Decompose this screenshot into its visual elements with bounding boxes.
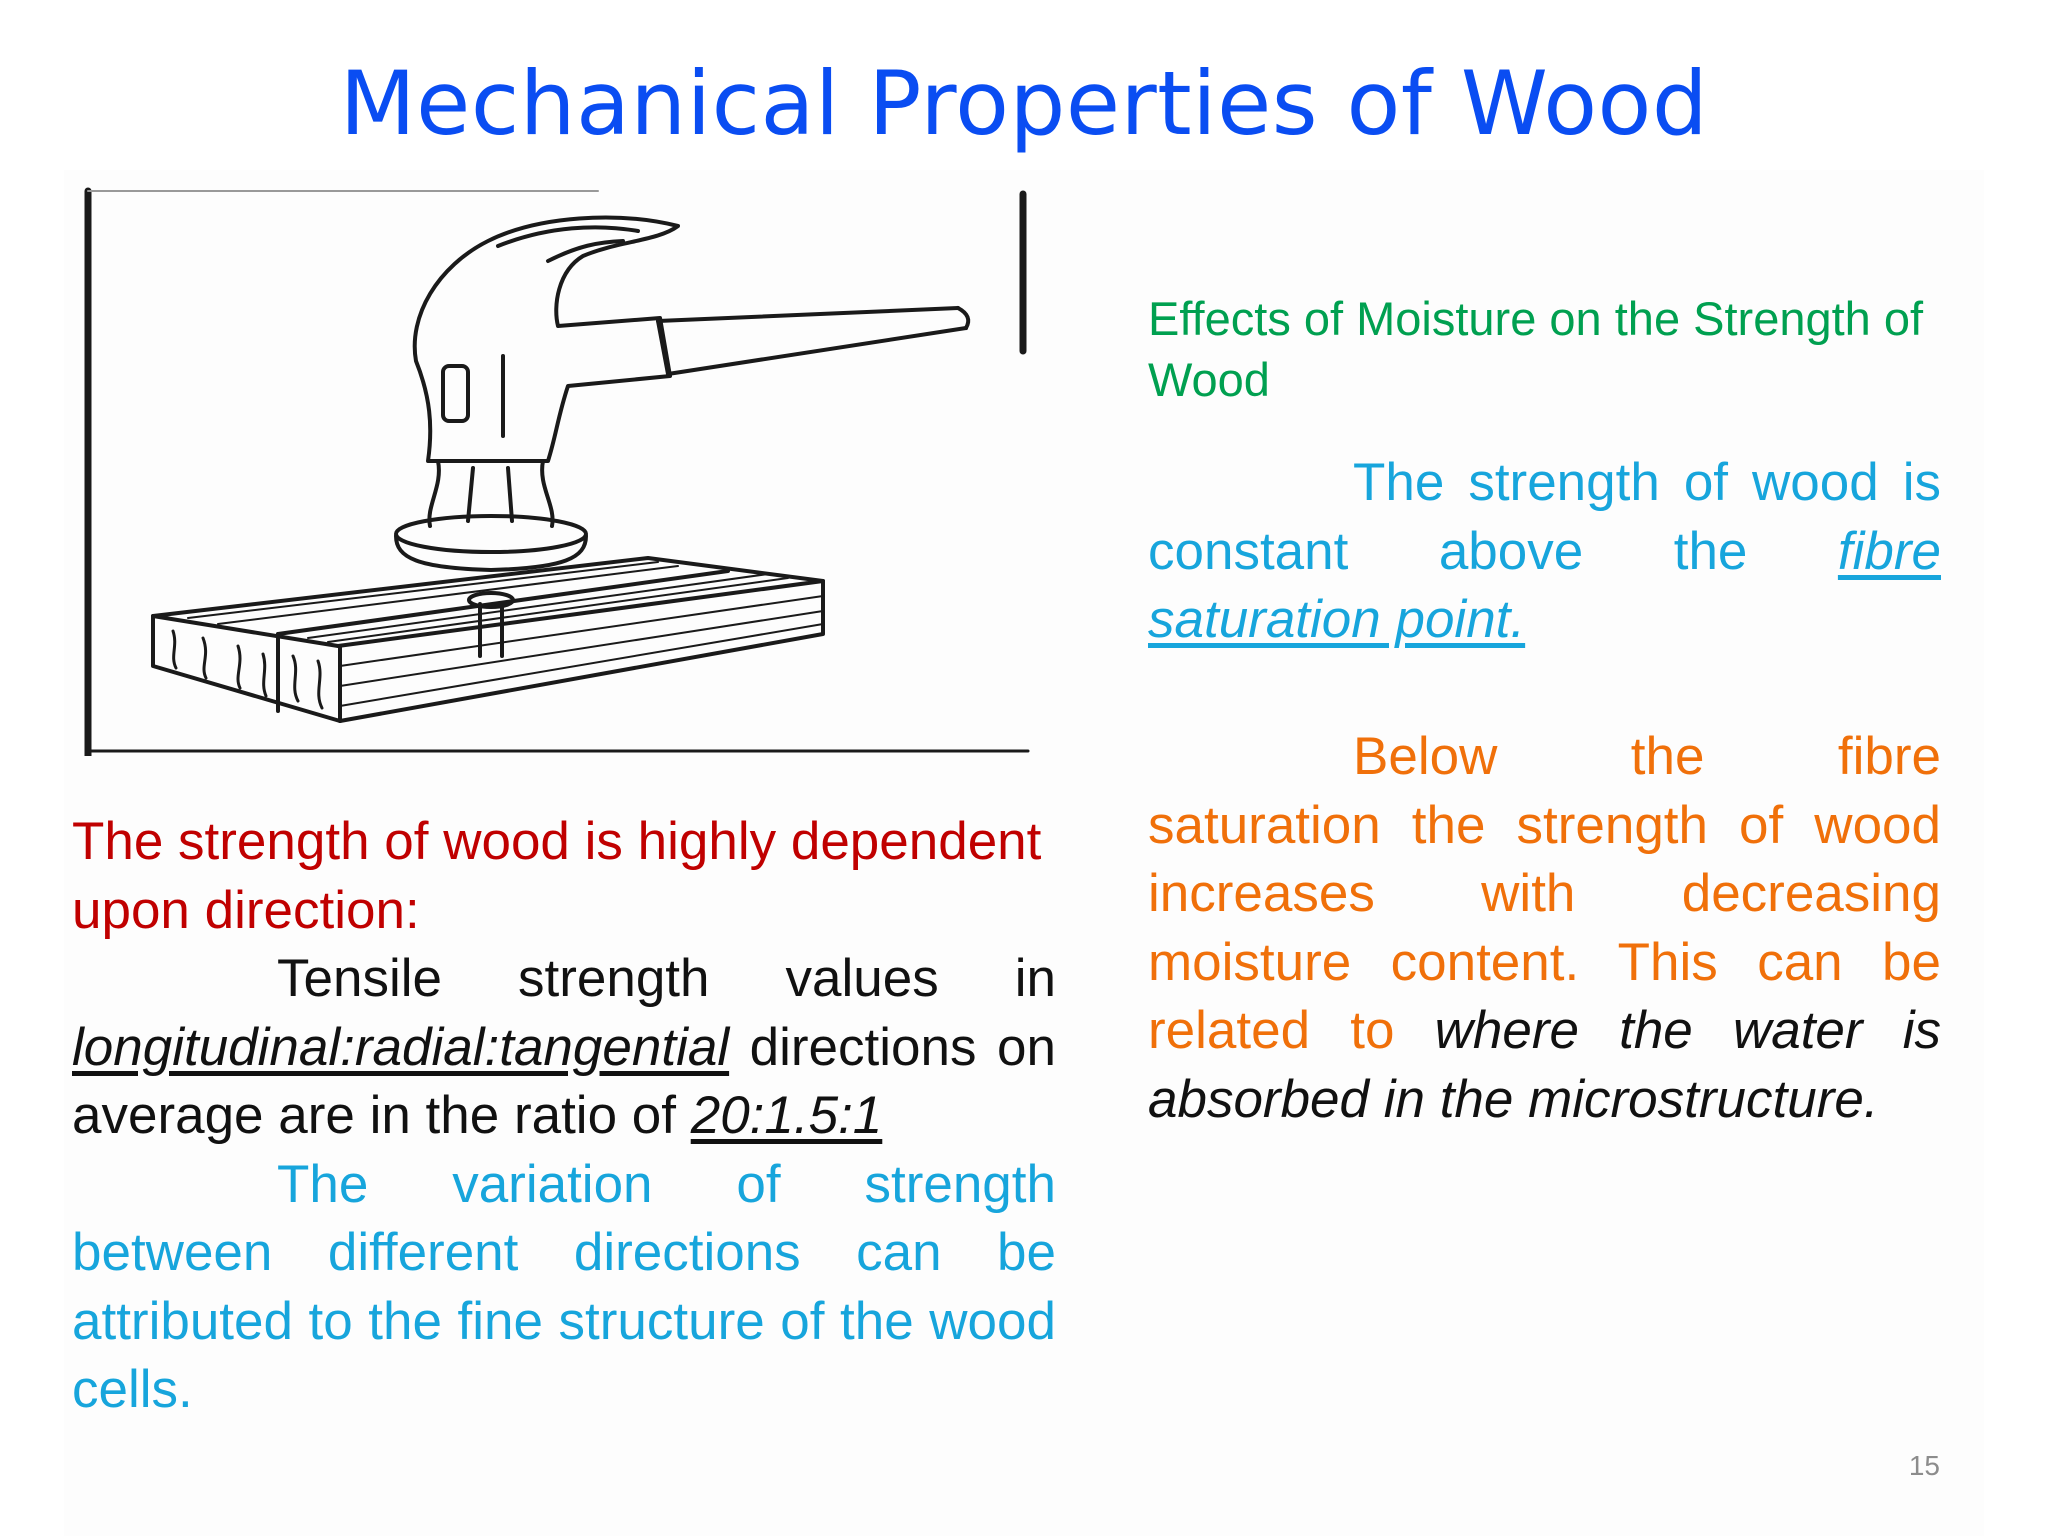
page-number: 15 <box>1908 1450 1940 1481</box>
below-fsp-text: Below the fibre saturation the strength of wood increases with decreasing moisture content. This can be related to <box>1148 727 1941 1060</box>
variation-paragraph <box>72 1151 1056 1425</box>
tensile-ratio-paragraph <box>72 945 1056 1151</box>
slide-title: Mechanical Properties of Wood <box>339 52 1709 155</box>
tensile-mid-text: directions on average are in the ratio of <box>72 1017 1056 1145</box>
constant-lead-text: The strength of wood is constant above the <box>1148 453 1941 581</box>
moisture-subheading: Effects of Moisture on the Strength of Wood <box>1148 292 1924 406</box>
constant-strength-paragraph <box>1148 449 1941 655</box>
ratio-value: 20:1.5:1 <box>690 1086 883 1145</box>
below-fsp-paragraph <box>1148 723 1941 1134</box>
variation-text: The variation of strength between different directions can be attributed to the fine structure of the wood cells. <box>72 1154 1056 1419</box>
left-text-block <box>72 808 1056 1425</box>
direction-intro: The strength of wood is highly dependent upon direction: <box>72 812 1042 940</box>
fibre-saturation-term: fibre saturation point. <box>1148 521 1941 649</box>
water-absorption-phrase: where the water is absorbed in the microstructure. <box>1148 1001 1941 1129</box>
tensile-lead-text: Tensile strength values in <box>277 949 1056 1008</box>
hammer-nail-wood-icon <box>78 186 1036 756</box>
directions-term: longitudinal:radial:tangential <box>72 1017 730 1077</box>
hammer-nail-figure <box>78 186 1036 756</box>
